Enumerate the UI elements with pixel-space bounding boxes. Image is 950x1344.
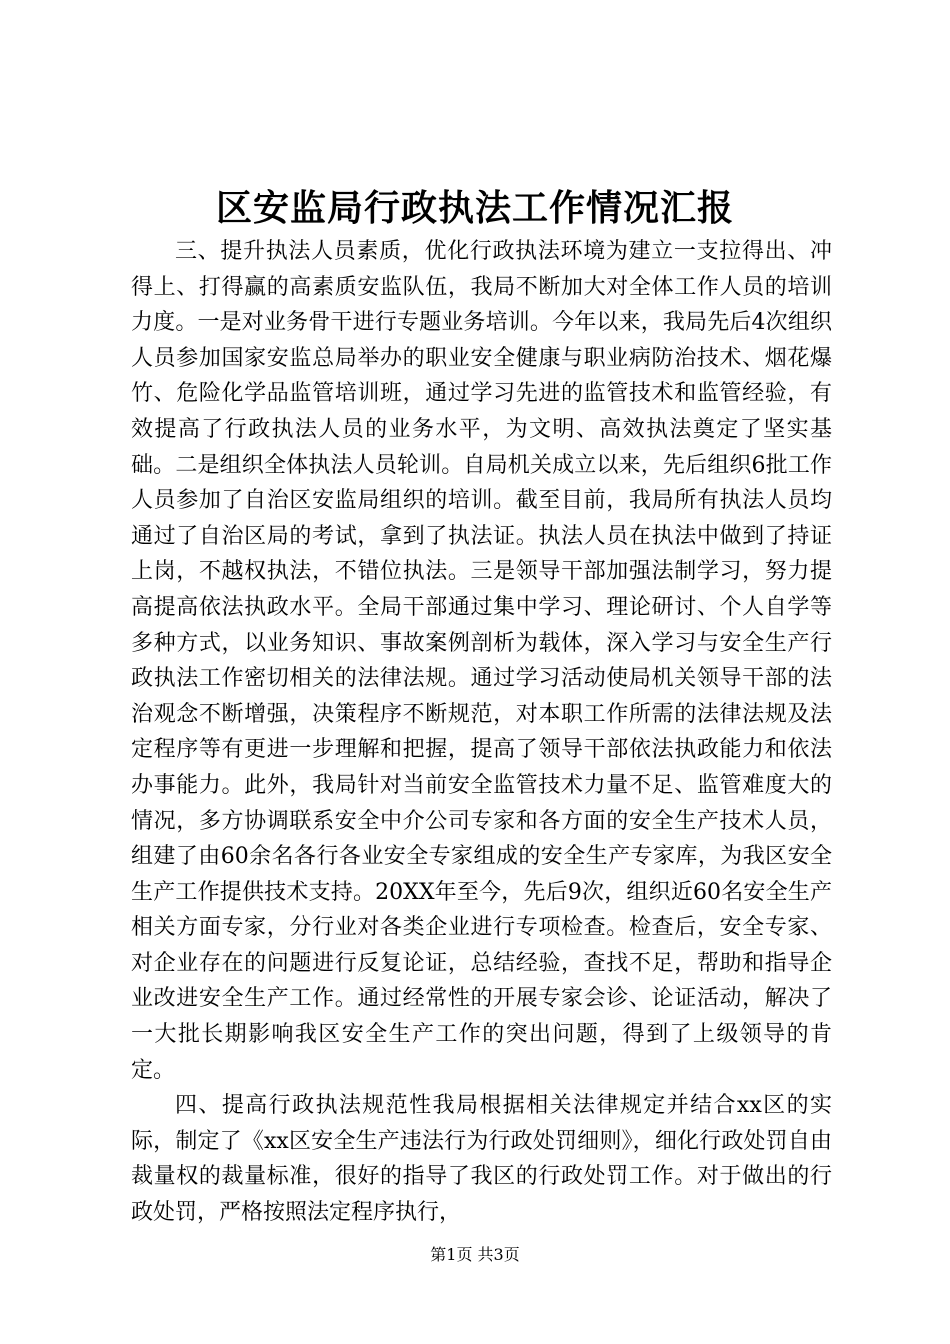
document-title: 区安监局行政执法工作情况汇报	[215, 187, 734, 229]
paragraph-section-4: 四、提高行政执法规范性我局根据相关法律规定并结合xx区的实际，制定了《xx区安全生产违法行为行政处罚细则》，细化行政处罚自由裁量权的裁量标准，很好的指导了我区的行政处罚工作。对于做出的行政处罚，严格按照法定程序执行，	[131, 1093, 832, 1226]
document-body	[131, 234, 832, 1231]
paragraph-section-3: 三、提升执法人员素质，优化行政执法环境为建立一支拉得出、冲得上、打得赢的高素质安监队伍，我局不断加大对全体工作人员的培训力度。一是对业务骨干进行专题业务培训。今年以来，我局先后4次组织人员参加国家安监总局举办的职业安全健康与职业病防治技术、烟花爆竹、危险化学品监管培训班，通过学习先进的监管技术和监管经验，有效提高了行政执法人员的业务水平，为文明、高效执法奠定了坚实基础。二是组织全体执法人员轮训。自局机关成立以来，先后组织6批工作人员参加了自治区安监局组织的培训。截至目前，我局所有执法人员均通过了自治区局的考试，拿到了执法证。执法人员在执法中做到了持证上岗，不越权执法，不错位执法。三是领导干部加强法制学习，努力提高提高依法执政水平。全局干部通过集中学习、理论研讨、个人自学等多种方式，以业务知识、事故案例剖析为载体，深入学习与安全生产行政执法工作密切相关的法律法规。通过学习活动使局机关领导干部的法治观念不断增强，决策程序不断规范，对本职工作所需的法律法规及法定程序等有更进一步理解和把握，提高了领导干部依法执政能力和依法办事能力。此外，我局针对当前安全监管技术力量不足、监管难度大的情况，多方协调联系安全中介公司专家和各方面的安全生产技术人员，组建了由60余名各行各业安全专家组成的安全生产专家库，为我区安全生产工作提供技术支持。20XX年至今，先后9次，组织近60名安全生产相关方面专家，分行业对各类企业进行专项检查。检查后，安全专家、对企业存在的问题进行反复论证，总结经验，查找不足，帮助和指导企业改进安全生产工作。通过经常性的开展专家会诊、论证活动，解决了一大批长期影响我区安全生产工作的突出问题，得到了上级领导的肯定。	[131, 239, 832, 1083]
page-footer: 第1页 共3页	[430, 1245, 520, 1264]
